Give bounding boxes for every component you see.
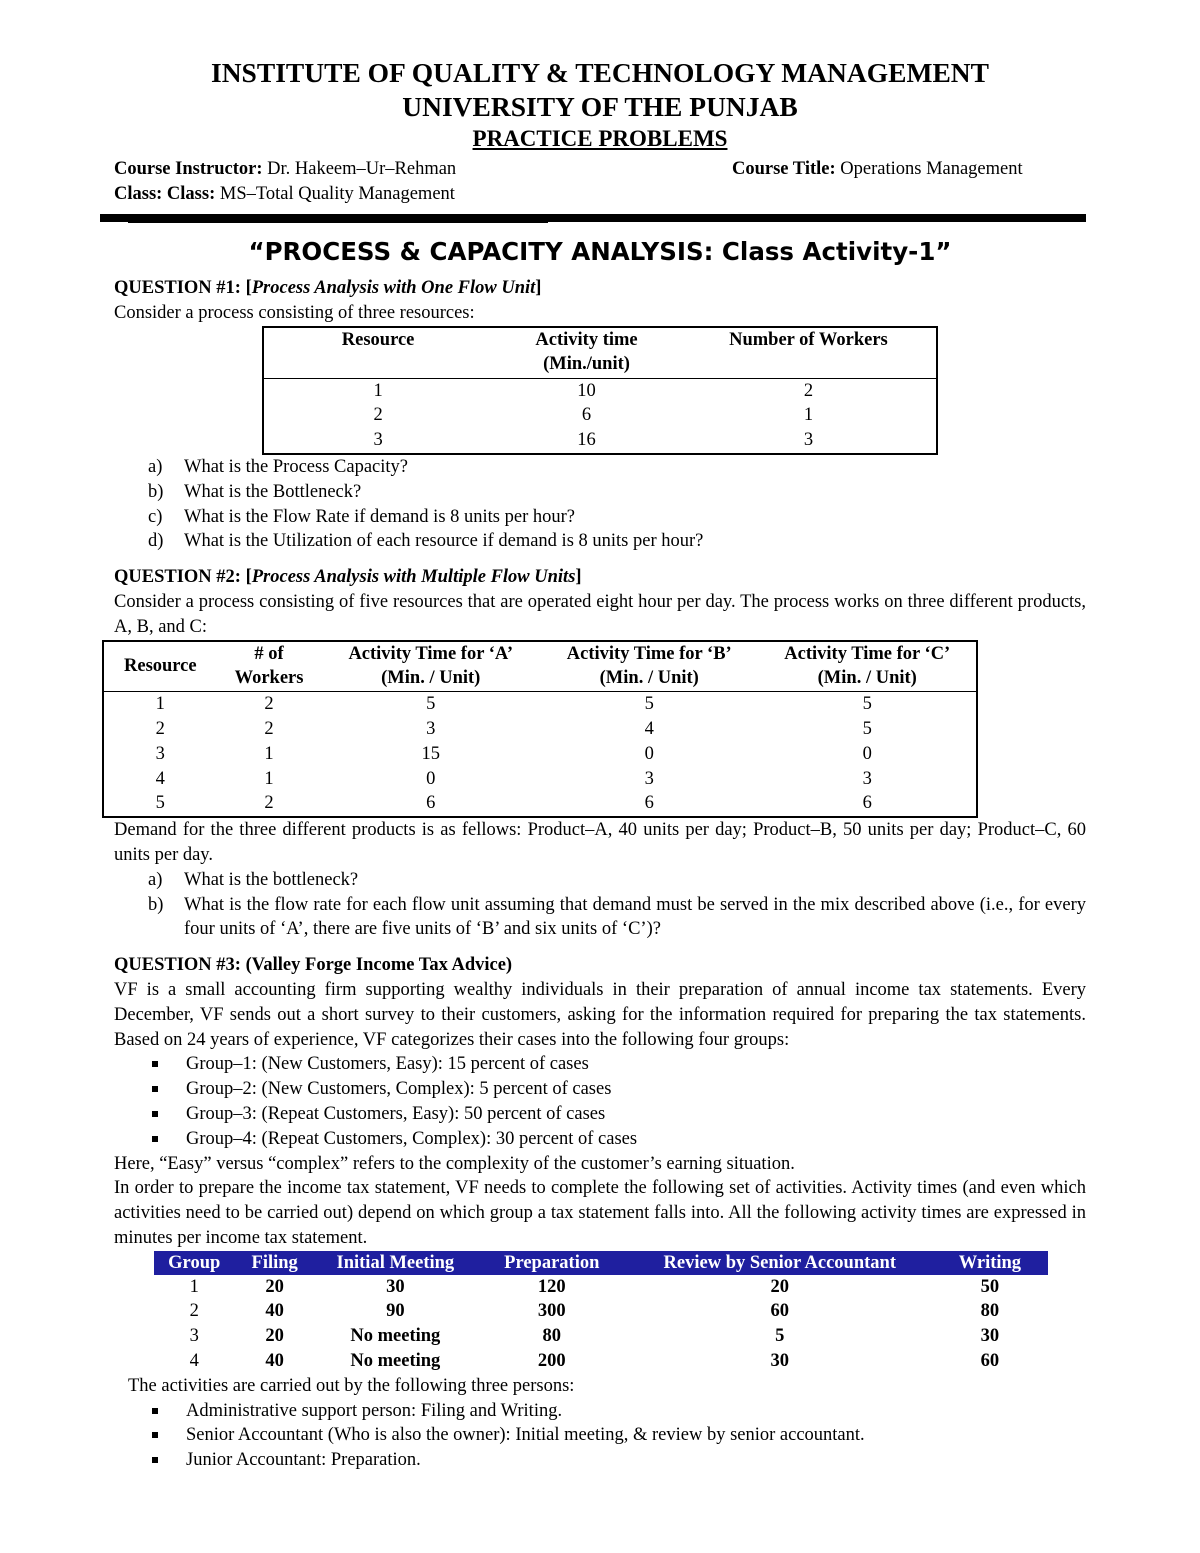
institute-heading: INSTITUTE OF QUALITY & TECHNOLOGY MANAGEMENT [211,57,989,88]
list-item: c) What is the Flow Rate if demand is 8 units per hour? [148,506,575,527]
bullet-icon [152,1457,158,1463]
question-1-heading: QUESTION #1: [Process Analysis with One Flow Unit] [114,278,542,298]
course-meta [114,157,1086,206]
table-row: 2 2 3 4 5 [155,718,872,739]
table-row: 3 1 15 0 0 [155,743,872,764]
header-divider [100,214,1086,222]
column-header: Activity Time for ‘B’ (Min. / Unit) [540,641,759,692]
q2-resource-table [102,640,978,819]
list-item: Group–2: (New Customers, Complex): 5 percent of cases [148,1077,1086,1102]
header-divider-thin [128,222,548,223]
column-header: Writing [932,1251,1048,1275]
table-row: 5 2 6 6 6 [155,793,872,814]
column-header: Group [154,1251,234,1275]
instructor-line: Course Instructor: Dr. Hakeem–Ur–Rehman [114,159,457,179]
course-title-line: Course Title: Operations Management [732,159,1023,179]
question-3-intro: VF is a small accounting firm supporting wealthy individuals in their preparation of annual income tax statements. Every December, VF sends out a short survey to their customers, asking for the information required for preparing the tax statements. Based on 24 years of experience, VF categorizes their cases into the following four groups: [114,979,1086,1050]
table-row: 2 40 90 300 60 80 [189,1301,1000,1322]
column-header: Activity Time for ‘C’ (Min. / Unit) [758,641,977,692]
document-body [114,276,1086,1473]
column-header: Number of Workers [681,327,937,379]
column-header: Activity time (Min./unit) [492,327,681,379]
list-item: a) What is the bottleneck? [148,869,359,890]
column-header: # of Workers [217,641,322,692]
document-page [114,56,1086,1471]
question-3-note: Here, “Easy” versus “complex” refers to the complexity of the customer’s earning situation. [114,1153,795,1174]
list-item: a) What is the Process Capacity? [148,456,408,477]
list-item: Group–1: (New Customers, Easy): 15 percent of cases [148,1052,1086,1077]
column-header: Resource [263,327,492,379]
table-row: 3 20 No meeting 80 5 30 [189,1326,1000,1347]
table-row: 1 10 2 [373,380,814,401]
list-item: Group–3: (Repeat Customers, Easy): 50 percent of cases [148,1102,1086,1127]
column-header: Resource [103,641,217,692]
column-header: Filing [234,1251,314,1275]
list-item: Group–4: (Repeat Customers, Complex): 30 percent of cases [148,1127,1086,1152]
list-item: b) What is the Bottleneck? [148,481,362,502]
question-2-subquestions [114,868,1086,942]
list-item: Administrative support person: Filing and Writing. [148,1399,1086,1424]
list-item: b) What is the flow rate for each flow unit assuming that demand must be served in the mix described above (i.e., for every four units of ‘A’, there are five units of ‘B’ and six units of ‘C’)? [148,894,1086,940]
q1-resource-table [262,326,938,455]
column-header: Preparation [476,1251,628,1275]
bullet-icon [152,1086,158,1092]
table-header-row [263,327,937,379]
question-3-persons [114,1399,1086,1473]
table-row: 1 2 5 5 5 [155,694,872,715]
bullet-icon [152,1408,158,1414]
column-header: Activity Time for ‘A’ (Min. / Unit) [321,641,540,692]
table-row: 1 20 30 120 20 50 [189,1276,1000,1297]
question-1-intro: Consider a process consisting of three resources: [114,302,475,323]
bullet-icon [152,1136,158,1142]
activity-title: “PROCESS & CAPACITY ANALYSIS: Class Activity-1” [248,237,952,266]
bullet-icon [152,1432,158,1438]
question-2-intro: Consider a process consisting of five resources that are operated eight hour per day. The process works on three different products, A, B, and C: [114,591,1086,637]
list-item: Junior Accountant: Preparation. [148,1448,1086,1473]
table-row: 2 6 1 [373,405,814,426]
class-line: Class: Class: MS–Total Quality Management [114,183,455,204]
bullet-icon [152,1111,158,1117]
table-header-row [154,1251,1048,1275]
question-3-groups [114,1052,1086,1151]
bullet-icon [152,1061,158,1067]
university-heading: UNIVERSITY OF THE PUNJAB [402,91,798,122]
question-1-subquestions [114,455,1086,554]
question-2-heading: QUESTION #2: [Process Analysis with Multiple Flow Units] [114,567,582,588]
question-2-demand: Demand for the three different products is as fellows: Product–A, 40 units per day; Product–B, 50 units per day; Product–C, 60 units per day. [114,820,1086,865]
table-row: 4 1 0 3 3 [155,768,872,789]
column-header: Initial Meeting [315,1251,476,1275]
question-3-para2: In order to prepare the income tax statement, VF needs to complete the following set of activities. Activity times (and even which activities need to be carried out) depend on which group a tax statement falls into. All the following activity times are expressed in minutes per income tax statement. [114,1178,1086,1248]
column-header: Review by Senior Accountant [628,1251,932,1275]
table-header-row [103,641,977,692]
table-row: 3 16 3 [373,430,814,451]
question-3-heading: QUESTION #3: (Valley Forge Income Tax Advice) [114,955,513,976]
q3-activity-table [154,1251,1048,1374]
list-item: Senior Accountant (Who is also the owner): Initial meeting, & review by senior accountant. [148,1423,1086,1448]
list-item: d) What is the Utilization of each resource if demand is 8 units per hour? [148,531,704,552]
question-3-persons-intro: The activities are carried out by the following three persons: [128,1375,575,1396]
table-row: 4 40 No meeting 200 30 60 [189,1351,1000,1372]
doc-type-heading: PRACTICE PROBLEMS [472,126,728,151]
